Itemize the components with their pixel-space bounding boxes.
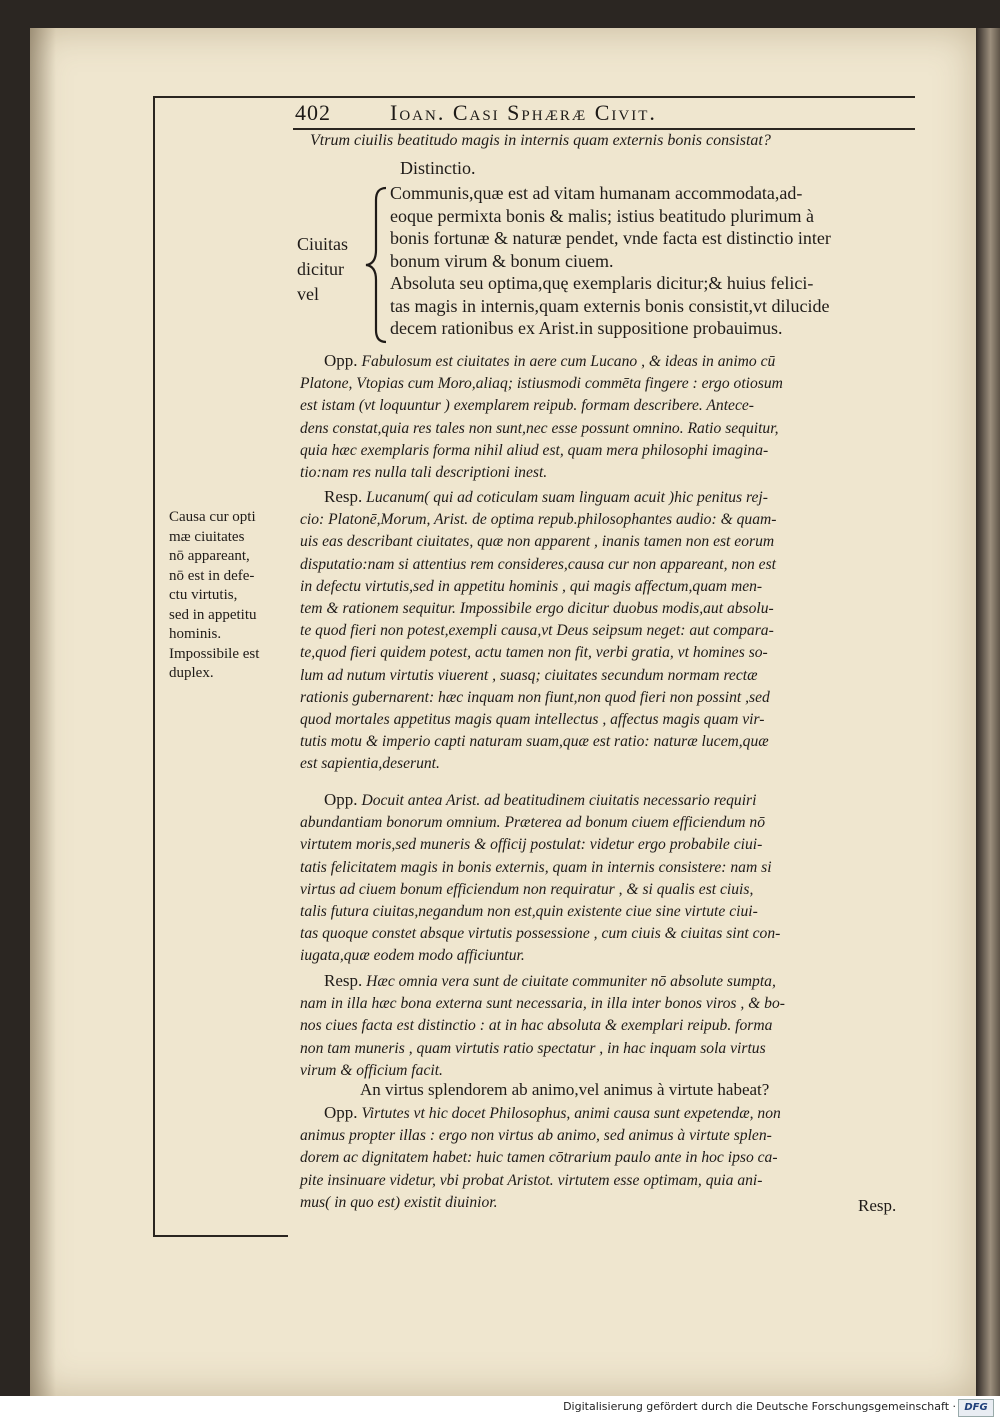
civitas-label: Ciuitas dicitur vel	[297, 234, 349, 304]
margin-rule	[153, 96, 155, 1236]
page-edge	[976, 28, 1000, 1396]
response-paragraph: Resp. Hæc omnia vera sunt de ciuitate communiter nō absolute sumpta, nam in illa hæc bona externa sunt necessaria, in illa inter bonos viros , & bo- nos ciues facta est distinctio : at in hac absoluta & exemplari reipub. forma non tam muneris , quam virtutis ratio spectatur , in hac inquam sola virtus virum & officium facit.	[300, 971, 785, 1079]
footer-credit: Digitalisierung gefördert durch die Deutsche Forschungsgemeinschaft ·	[563, 1400, 956, 1413]
margin-note: Causa cur opti mæ ciuitates nō appareant, nō est in defe- ctu virtutis, sed in appetitu hominis. Impossibile est duplex.	[169, 509, 260, 681]
subheader-rule	[293, 128, 915, 130]
distinctio-heading: Distinctio.	[400, 158, 476, 178]
margin-bottom-rule	[153, 1235, 288, 1237]
dfg-logo-icon: DFG	[958, 1399, 994, 1417]
catchword: Resp.	[858, 1196, 897, 1215]
question-heading: Vtrum ciuilis beatitudo magis in internis quam externis bonis consistat?	[310, 132, 771, 149]
objection-paragraph: Opp. Fabulosum est ciuitates in aere cum Lucano , & ideas in animo cū Platone, Vtopias cum Moro,aliaq; istiusmodi commēta fingere : ergo otiosum est istam (vt loquuntur ) exemplarem reipub. formam describere. Antece- dens constat,quia res tales non sunt,nec esse possunt omnino. Ratio sequitur, quia hæc exemplaris forma nihil aliud est, quam mera philosophi imagina- tio:nam res nulla tali descriptioni inest.	[300, 351, 783, 482]
brace-icon	[362, 186, 392, 344]
running-title: Ioan. Casi Sphæræ Civit.	[390, 100, 657, 125]
running-head	[295, 98, 915, 128]
distinction-communis: Communis,quæ est ad vitam humanam accommodata,ad- eoque permixta bonis & malis; istius beatitudo plurimum à bonis fortunæ & naturæ pendet, vnde facta est distinctio inter bonum virum & bonum ciuem.	[390, 183, 831, 271]
question-heading: An virtus splendorem ab animo,vel animus à virtute habeat?	[360, 1080, 770, 1099]
objection-paragraph: Opp. Docuit antea Arist. ad beatitudinem ciuitatis necessario requiri abundantiam bonorum omnium. Præterea ad bonum ciuem efficiendum nō virtutem moris,sed muneris & officij postulat: videtur ergo probabile ciui- tatis felicitatem magis in bonis externis, quam in internis consistere: nam si virtus ad ciuem bonum efficiendum non requiratur , & si qualis est ciuis, talis futura ciuitas,negandum non est,quin existente ciue sine virtute ciui- tas quoque constet absque virtutis possessione , cum ciuis & ciuitas sint con- iugata,quæ eodem modo afficiuntur.	[300, 790, 781, 965]
digitization-footer	[0, 1396, 1000, 1419]
page-number: 402	[295, 100, 331, 125]
response-paragraph: Resp. Lucanum( qui ad coticulam suam linguam acuit )hic penitus rej- cio: Platonē,Morum, Arist. de optima repub.philosophantes audio: & quam- uis eas describant ciuitates, quæ non apparent , inanis tamen non est eorum disputatio:nam si attentius rem consideres,causa cur non appareant, non est in defectu virtutis,sed in appetitu hominis , qui magis affectum,quam men- tem & rationem sequitur. Impossibile ergo dicitur duobus modis,aut absolu- te quod fieri non potest,exempli causa,vt Deus seipsum neget: aut compara- te,quod fieri quidem potest, actu tamen non fit, verbi gratia, vt homines so- lum ad nutum virtutis viuerent , suasq; ciuitates secundum normam rectæ rationis gubernarent: hæc inquam non fiunt,non quod fieri non possint ,sed quod mortales appetitus magis quam intellectus , affectus magis quam vir- tutis motu & imperio capti naturam suam,quæ est ratio: naturæ lucem,quæ est sapientia,deserunt.	[300, 487, 777, 773]
objection-paragraph: Opp. Virtutes vt hic docet Philosophus, animi causa sunt expetendæ, non animus propter illas : ergo non virtus ab animo, sed animus à virtute splen- dorem ac dignitatem habet: huic tamen cōtrarium paulo ante in hoc ipso ca- pite insinuare videtur, vbi probat Aristot. virtutem esse optimam, quia ani- mus( in quo est) existit diuinior.	[300, 1103, 781, 1211]
distinction-absoluta: Absoluta seu optima,quę exemplaris dicitur;& huius felici- tas magis in internis,quam externis bonis consistit,vt dilucide decem rationibus ex Arist.in suppositione probauimus.	[390, 273, 830, 338]
